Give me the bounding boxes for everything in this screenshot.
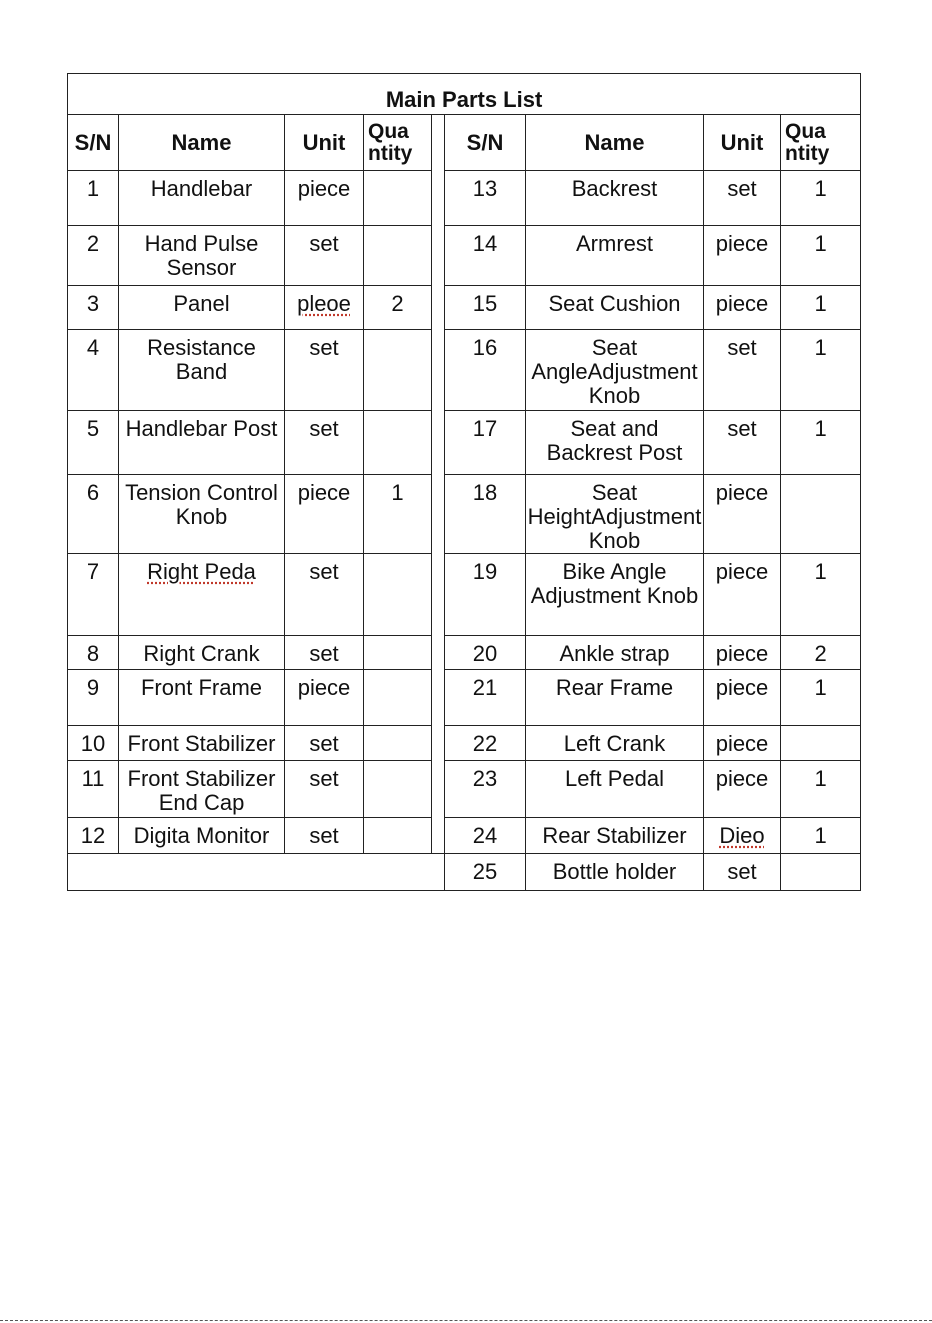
table-row (68, 761, 861, 818)
part-unit: set (285, 411, 364, 475)
column-gap (432, 670, 445, 726)
column-gap (432, 171, 445, 226)
part-name: Ankle strap (526, 636, 704, 670)
part-quantity (781, 475, 861, 554)
header-name-right: Name (526, 115, 704, 171)
header-quantity-right: Qua ntity (781, 115, 861, 171)
header-sn-right: S/N (445, 115, 526, 171)
part-unit: set (285, 726, 364, 761)
table-row (68, 818, 861, 854)
part-name: Handlebar (119, 171, 285, 226)
part-name: Rear Stabilizer (526, 818, 704, 854)
part-quantity: 1 (781, 818, 861, 854)
part-name: Rear Frame (526, 670, 704, 726)
part-name: Seat and Backrest Post (526, 411, 704, 475)
part-quantity: 2 (781, 636, 861, 670)
part-sn: 17 (445, 411, 526, 475)
part-quantity (364, 330, 432, 411)
table-row (68, 226, 861, 286)
part-quantity: 1 (781, 330, 861, 411)
part-unit: Dieo (704, 818, 781, 854)
part-quantity: 1 (781, 761, 861, 818)
part-unit: set (285, 330, 364, 411)
part-quantity (364, 726, 432, 761)
part-name: Bike Angle Adjustment Knob (526, 554, 704, 636)
column-gap (432, 761, 445, 818)
column-gap (432, 411, 445, 475)
part-name: Handlebar Post (119, 411, 285, 475)
part-unit: piece (704, 670, 781, 726)
parts-table (67, 73, 861, 891)
part-sn: 13 (445, 171, 526, 226)
part-unit: set (285, 554, 364, 636)
part-name: Backrest (526, 171, 704, 226)
part-name: Seat Cushion (526, 286, 704, 330)
part-unit: piece (704, 226, 781, 286)
column-gap (432, 226, 445, 286)
part-quantity: 1 (781, 554, 861, 636)
part-unit: piece (704, 636, 781, 670)
part-unit: set (285, 636, 364, 670)
part-quantity (364, 636, 432, 670)
part-name: Seat AngleAdjustment Knob (526, 330, 704, 411)
part-quantity: 1 (781, 226, 861, 286)
column-gap (432, 636, 445, 670)
part-sn: 3 (68, 286, 119, 330)
part-quantity (364, 226, 432, 286)
part-sn: 16 (445, 330, 526, 411)
part-quantity: 1 (781, 411, 861, 475)
part-sn: 24 (445, 818, 526, 854)
page-footer-rule (0, 1320, 932, 1321)
part-name: Tension Control Knob (119, 475, 285, 554)
part-quantity (364, 554, 432, 636)
part-name: Armrest (526, 226, 704, 286)
part-sn: 21 (445, 670, 526, 726)
part-unit: pleoe (285, 286, 364, 330)
part-name: Front Stabilizer (119, 726, 285, 761)
header-quantity-left: Qua ntity (364, 115, 432, 171)
part-sn: 10 (68, 726, 119, 761)
part-unit: piece (704, 726, 781, 761)
part-unit: set (704, 171, 781, 226)
part-name: Right Peda (119, 554, 285, 636)
table-title: Main Parts List (68, 74, 861, 115)
part-sn: 4 (68, 330, 119, 411)
part-name: Front Frame (119, 670, 285, 726)
part-quantity (364, 670, 432, 726)
part-sn: 12 (68, 818, 119, 854)
part-unit: piece (704, 554, 781, 636)
part-quantity (364, 761, 432, 818)
column-gap (432, 818, 445, 854)
empty-cell (68, 854, 445, 891)
part-quantity (364, 818, 432, 854)
part-quantity: 2 (364, 286, 432, 330)
table-row (68, 670, 861, 726)
part-unit: piece (285, 171, 364, 226)
part-unit: set (704, 854, 781, 891)
part-quantity (364, 411, 432, 475)
part-unit: set (285, 818, 364, 854)
part-sn: 6 (68, 475, 119, 554)
table-row (68, 330, 861, 411)
table-row (68, 854, 861, 891)
table-row (68, 475, 861, 554)
part-sn: 2 (68, 226, 119, 286)
part-quantity: 1 (781, 171, 861, 226)
table-row (68, 411, 861, 475)
part-name: Panel (119, 286, 285, 330)
part-sn: 11 (68, 761, 119, 818)
part-unit: piece (704, 475, 781, 554)
column-gap (432, 115, 445, 171)
part-sn: 18 (445, 475, 526, 554)
part-quantity: 1 (781, 286, 861, 330)
part-name: Right Crank (119, 636, 285, 670)
part-unit: piece (704, 286, 781, 330)
header-sn-left: S/N (68, 115, 119, 171)
table-row (68, 554, 861, 636)
part-name: Seat HeightAdjustment Knob (526, 475, 704, 554)
part-quantity: 1 (364, 475, 432, 554)
part-quantity: 1 (781, 670, 861, 726)
part-name: Resistance Band (119, 330, 285, 411)
part-sn: 23 (445, 761, 526, 818)
part-sn: 8 (68, 636, 119, 670)
part-sn: 1 (68, 171, 119, 226)
part-name: Bottle holder (526, 854, 704, 891)
part-name: Digita Monitor (119, 818, 285, 854)
part-sn: 22 (445, 726, 526, 761)
part-sn: 19 (445, 554, 526, 636)
part-sn: 14 (445, 226, 526, 286)
table-row (68, 171, 861, 226)
part-sn: 25 (445, 854, 526, 891)
part-unit: piece (285, 475, 364, 554)
column-gap (432, 726, 445, 761)
part-unit: set (704, 411, 781, 475)
part-unit: set (285, 226, 364, 286)
part-unit: set (285, 761, 364, 818)
header-unit-left: Unit (285, 115, 364, 171)
part-quantity (781, 854, 861, 891)
part-sn: 20 (445, 636, 526, 670)
part-sn: 9 (68, 670, 119, 726)
part-name: Left Crank (526, 726, 704, 761)
part-name: Front Stabilizer End Cap (119, 761, 285, 818)
part-sn: 7 (68, 554, 119, 636)
column-gap (432, 286, 445, 330)
part-unit: piece (704, 761, 781, 818)
part-name: Left Pedal (526, 761, 704, 818)
table-row (68, 726, 861, 761)
table-row (68, 286, 861, 330)
header-name-left: Name (119, 115, 285, 171)
part-sn: 5 (68, 411, 119, 475)
column-gap (432, 330, 445, 411)
column-gap (432, 475, 445, 554)
column-gap (432, 554, 445, 636)
part-name: Hand Pulse Sensor (119, 226, 285, 286)
part-quantity (364, 171, 432, 226)
part-unit: piece (285, 670, 364, 726)
part-unit: set (704, 330, 781, 411)
part-quantity (781, 726, 861, 761)
part-sn: 15 (445, 286, 526, 330)
table-row (68, 636, 861, 670)
header-unit-right: Unit (704, 115, 781, 171)
